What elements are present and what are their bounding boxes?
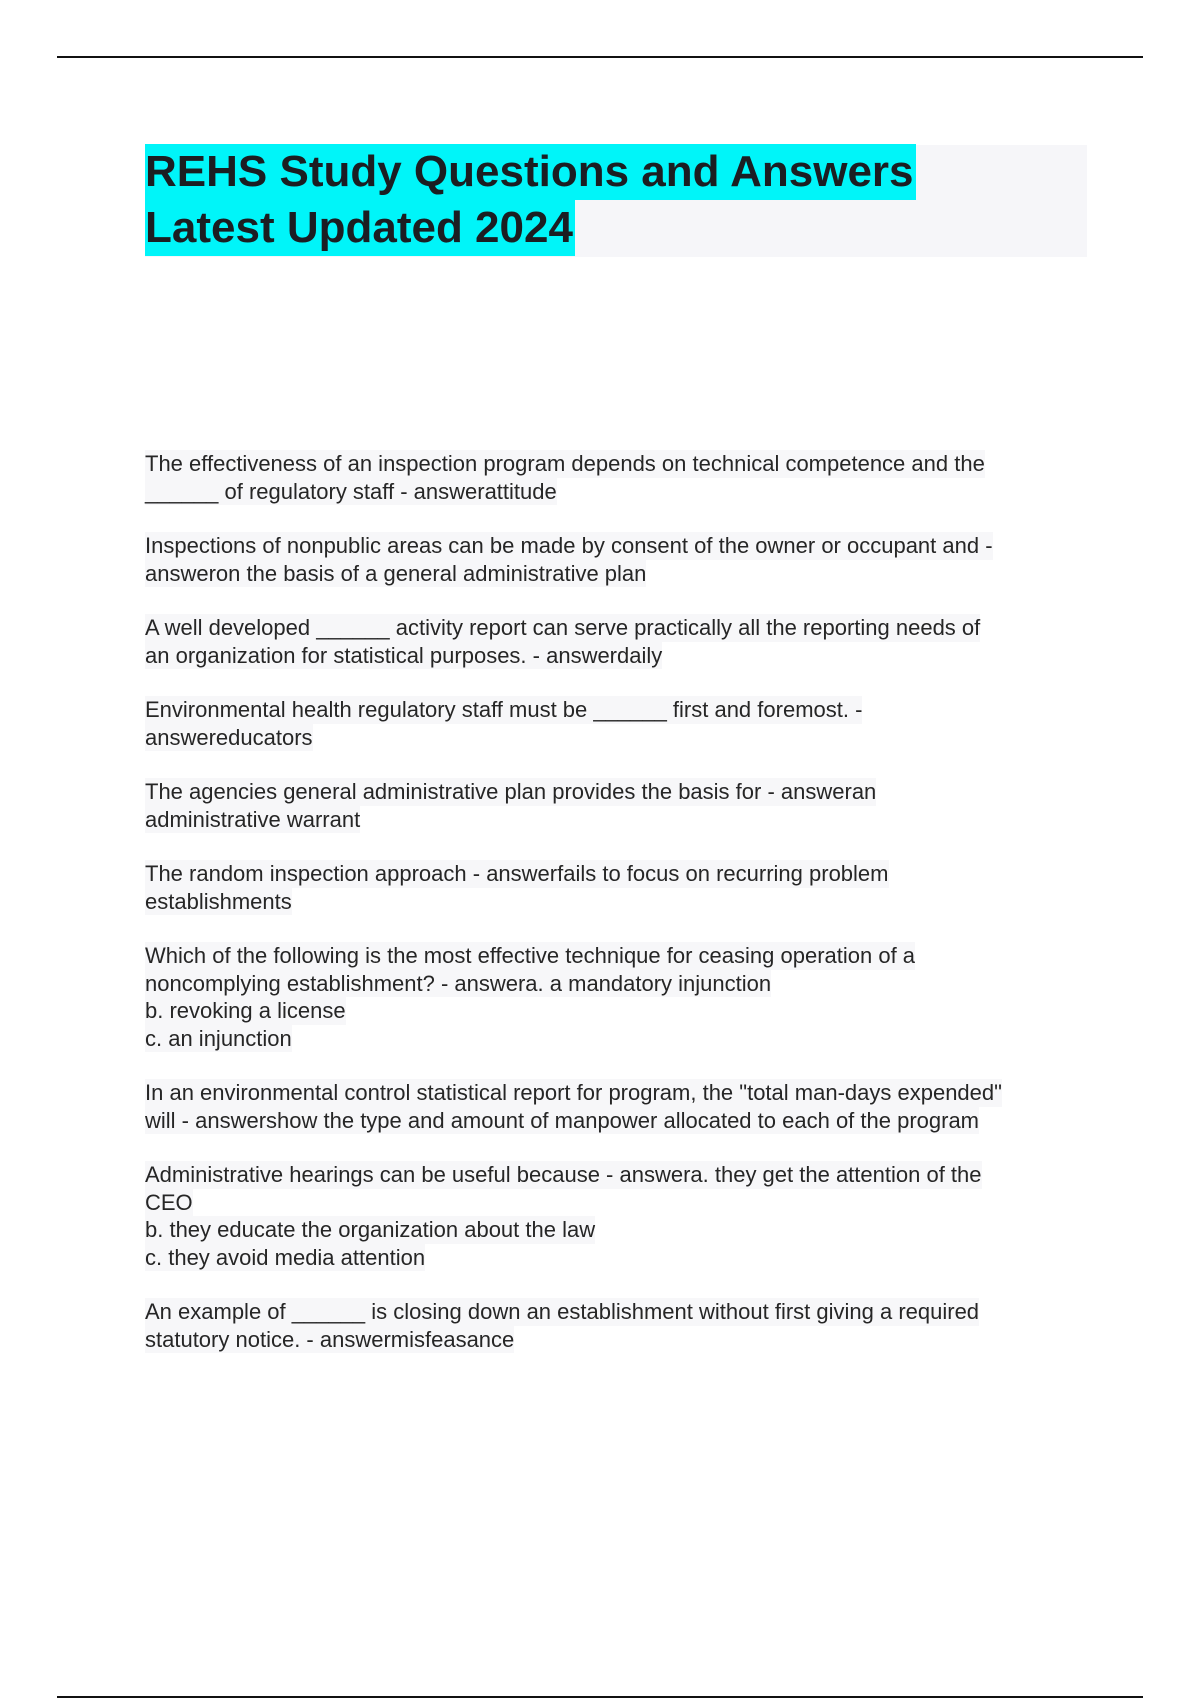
qa-line: Environmental health regulatory staff must be ______ first and foremost. - <box>145 697 863 722</box>
title-line-2: Latest Updated 2024 <box>145 200 575 256</box>
qa-line: establishments <box>145 888 292 914</box>
qa-line: An example of ______ is closing down an establishment without first giving a required <box>145 1299 980 1324</box>
qa-line: The agencies general administrative plan provides the basis for - answeran <box>145 779 877 804</box>
qa-item-9 <box>145 1161 1105 1271</box>
qa-line: Which of the following is the most effective technique for ceasing operation of a <box>145 943 916 968</box>
qa-line: The random inspection approach - answerfails to focus on recurring problem <box>145 861 889 886</box>
qa-line: answeron the basis of a general administrative plan <box>145 560 647 586</box>
qa-item-1 <box>145 450 1105 505</box>
qa-item-2 <box>145 532 1105 587</box>
qa-line: b. they educate the organization about the law <box>145 1217 596 1242</box>
qa-line: b. revoking a license <box>145 998 346 1023</box>
qa-item-6 <box>145 860 1105 915</box>
bottom-divider <box>57 1696 1143 1698</box>
qa-line: will - answershow the type and amount of manpower allocated to each of the program <box>145 1107 980 1133</box>
qa-line: an organization for statistical purposes. - answerdaily <box>145 642 663 668</box>
qa-line: Administrative hearings can be useful because - answera. they get the attention of the <box>145 1162 982 1187</box>
qa-item-4 <box>145 696 1105 751</box>
qa-line: In an environmental control statistical report for program, the "total man-days expended" <box>145 1080 1002 1105</box>
qa-item-10 <box>145 1298 1105 1353</box>
qa-item-7 <box>145 942 1105 1052</box>
question-answer-list <box>145 450 1105 1380</box>
qa-line: Inspections of nonpublic areas can be made by consent of the owner or occupant and - <box>145 533 993 558</box>
qa-item-8 <box>145 1079 1105 1134</box>
qa-line: c. they avoid media attention <box>145 1244 426 1270</box>
qa-line: ______ of regulatory staff - answerattitude <box>145 478 557 504</box>
qa-line: A well developed ______ activity report can serve practically all the reporting needs of <box>145 615 981 640</box>
qa-line: noncomplying establishment? - answera. a mandatory injunction <box>145 970 772 996</box>
qa-line: The effectiveness of an inspection program depends on technical competence and the <box>145 451 985 476</box>
top-divider <box>57 56 1143 58</box>
qa-line: administrative warrant <box>145 806 361 832</box>
qa-line: statutory notice. - answermisfeasance <box>145 1326 515 1352</box>
qa-item-5 <box>145 778 1105 833</box>
qa-line: answereducators <box>145 724 313 750</box>
qa-line: CEO <box>145 1189 193 1215</box>
qa-line: c. an injunction <box>145 1025 292 1051</box>
title-line-1: REHS Study Questions and Answers <box>145 144 916 200</box>
qa-item-3 <box>145 614 1105 669</box>
document-title <box>145 144 916 256</box>
